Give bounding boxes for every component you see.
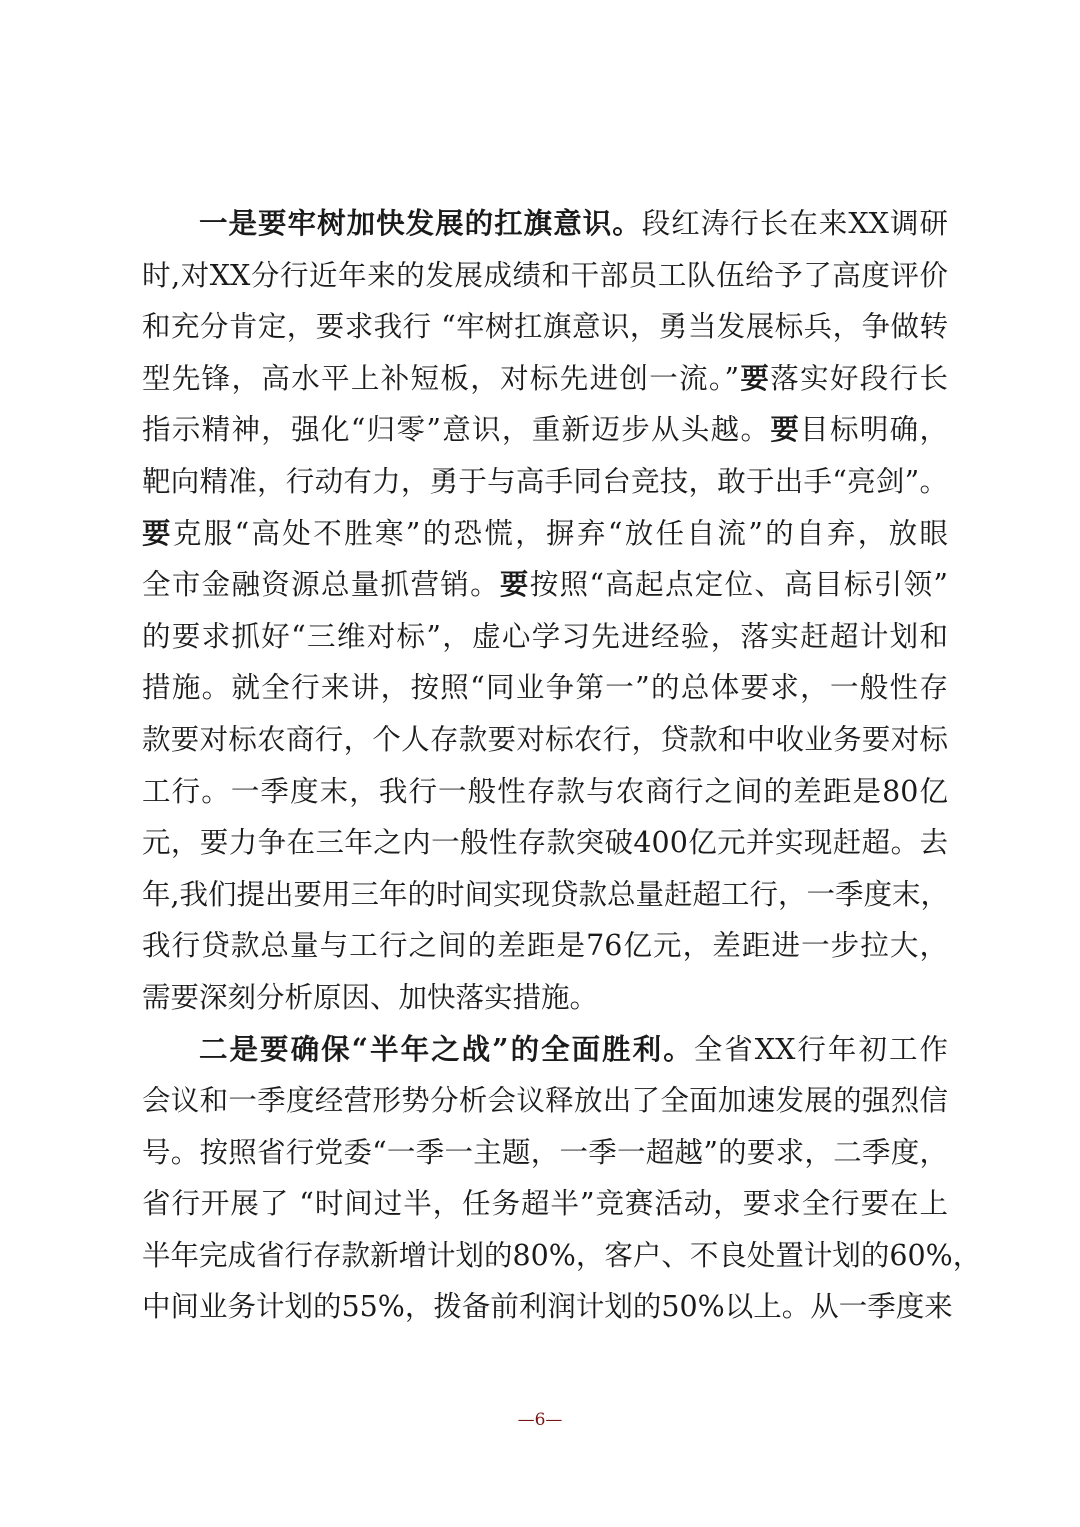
- text-line: [142, 1024, 948, 1076]
- paragraph: [142, 1024, 982, 1334]
- text-line: [142, 198, 948, 250]
- body-text-run: 全市金融资源总量抓营销。: [142, 568, 500, 602]
- body-text-run: 年,我们提出要用三年的时间实现贷款总量赶超工行，一季度末，: [142, 877, 950, 911]
- text-line: [142, 1178, 948, 1230]
- body-text-run: 省行开展了 “时间过半，任务超半”竞赛活动，要求全行要在上: [142, 1187, 948, 1221]
- text-line: [142, 817, 948, 869]
- text-line: [142, 920, 948, 972]
- body-text-run: 工行。一季度末，我行一般性存款与农商行之间的差距是80亿: [142, 774, 948, 808]
- body-text-run: 段红涛行长在来XX调研: [641, 207, 948, 240]
- body-text-run: 和充分肯定，要求我行 “牢树扛旗意识，勇当发展标兵，争做转: [142, 310, 948, 344]
- text-line: [142, 250, 948, 302]
- paragraph: [142, 198, 948, 1024]
- text-line: [142, 662, 948, 714]
- text-line: [142, 559, 948, 611]
- body-text-run: 号。按照省行党委“一季一主题，一季一超越”的要求，二季度，: [142, 1135, 948, 1169]
- body-text-run: 我行贷款总量与工行之间的差距是76亿元，差距进一步拉大，: [142, 929, 948, 963]
- text-line: [142, 1230, 982, 1282]
- text-line: [142, 353, 948, 405]
- body-text-run: 半年完成省行存款新增计划的80%，客户、不良处置计划的60%，: [142, 1238, 982, 1272]
- emphasis-text: 要: [142, 515, 173, 550]
- body-text-run: 目标明确，: [800, 413, 948, 447]
- text-line: [142, 456, 948, 508]
- emphasis-text: 要: [739, 360, 771, 395]
- body-text-run: 落实好段行长: [770, 361, 948, 395]
- text-line: [142, 714, 948, 766]
- body-text-run: 的要求抓好“三维对标”，虚心学习先进经验，落实赶超计划和: [142, 619, 948, 653]
- text-line: [142, 972, 948, 1024]
- body-text-run: 型先锋，高水平上补短板，对标先进创一流。”: [142, 361, 740, 395]
- text-line: [142, 766, 948, 818]
- body-text-run: 按照“高起点定位、高目标引领”: [529, 568, 948, 602]
- text-line: [142, 508, 948, 560]
- body-text-run: 全省XX行年初工作: [693, 1032, 948, 1066]
- text-line: [142, 1075, 948, 1127]
- body-text-run: 指示精神，强化“归零”意识，重新迈步从头越。: [142, 413, 771, 447]
- text-line: [142, 611, 948, 663]
- body-text-run: 款要对标农商行，个人存款要对标农行，贷款和中收业务要对标: [142, 722, 948, 756]
- paragraph-lead-heading: 一是要牢树加快发展的扛旗意识。: [199, 206, 642, 240]
- body-text-run: 会议和一季度经营形势分析会议释放出了全面加速发展的强烈信: [142, 1084, 948, 1118]
- text-line: [142, 869, 948, 921]
- body-text-run: 元，要力争在三年之内一般性存款突破400亿元并实现赶超。去: [142, 826, 948, 860]
- body-text-run: 时,对XX分行近年来的发展成绩和干部员工队伍给予了高度评价: [142, 258, 948, 292]
- body-text-run: 需要深刻分析原因、加快落实措施。: [142, 980, 599, 1014]
- text-line: [142, 301, 948, 353]
- text-line: [142, 1281, 953, 1333]
- text-line: [142, 404, 948, 456]
- page-number: —6—: [517, 1410, 563, 1430]
- body-text-run: 靶向精准，行动有力，勇于与高手同台竞技，敢于出手“亮剑”。: [142, 464, 948, 498]
- paragraph-lead-heading: 二是要确保“半年之战”的全面胜利。: [199, 1031, 694, 1066]
- body-text-run: 克服“高处不胜寒”的恐慌，摒弃“放任自流”的自弃，放眼: [172, 516, 948, 550]
- text-line: [142, 1127, 948, 1179]
- emphasis-text: 要: [770, 412, 801, 447]
- emphasis-text: 要: [499, 567, 530, 602]
- document-body: [142, 198, 982, 1333]
- body-text-run: 中间业务计划的55%，拨备前利润计划的50%以上。从一季度来: [142, 1290, 953, 1324]
- body-text-run: 措施。就全行来讲，按照“同业争第一”的总体要求，一般性存: [142, 671, 948, 705]
